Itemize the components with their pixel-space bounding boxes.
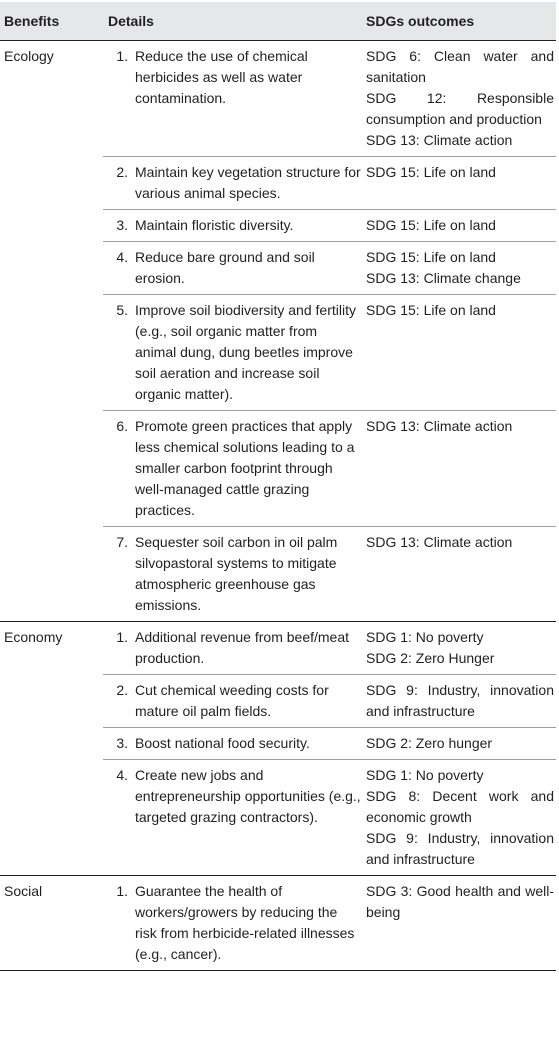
sdg-outcome: SDG 1: No poverty <box>366 767 484 783</box>
sdg-outcome: SDG 15: Life on land <box>366 217 496 233</box>
benefit-cell <box>0 295 103 411</box>
sdg-outcome: SDG 2: Zero hunger <box>366 735 493 751</box>
benefit-cell <box>0 675 103 728</box>
detail-cell <box>103 527 361 622</box>
sdg-cell <box>361 242 556 295</box>
sdg-outcome: SDG 2: Zero Hunger <box>366 650 495 666</box>
detail-number: 7. <box>116 534 128 550</box>
detail-text: Sequester soil carbon in oil palm silvopastoral systems to mitigate atmospheric greenhouse gas emissions. <box>135 534 338 613</box>
detail-number: 1. <box>116 48 128 64</box>
sdg-outcome: SDG 12: Responsible consumption and production <box>366 90 554 127</box>
benefit-cell <box>0 411 103 527</box>
sdg-cell <box>361 411 556 527</box>
detail-text: Reduce the use of chemical herbicides as well as water contamination. <box>135 48 308 106</box>
detail-text: Improve soil biodiversity and fertility (e.g., soil organic matter from animal dung, dung beetles improve soil aeration and increase soil organic matter). <box>135 302 356 402</box>
detail-text: Create new jobs and entrepreneurship opportunities (e.g., targeted grazing contractors). <box>135 767 361 825</box>
sdg-outcome: SDG 3: Good health and well-being <box>366 883 554 920</box>
table-row <box>0 622 556 675</box>
detail-item <box>103 416 361 521</box>
benefit-cell: Ecology <box>0 41 103 157</box>
detail-number: 2. <box>116 682 128 698</box>
table-row <box>0 41 556 157</box>
benefit-cell: Social <box>0 876 103 971</box>
sdg-outcome: SDG 15: Life on land <box>366 249 496 265</box>
detail-number: 3. <box>116 735 128 751</box>
table-row <box>0 675 556 728</box>
sdg-cell <box>361 675 556 728</box>
detail-item <box>103 215 361 236</box>
detail-cell <box>103 675 361 728</box>
detail-text: Reduce bare ground and soil erosion. <box>135 249 315 286</box>
sdg-cell <box>361 527 556 622</box>
sdg-cell <box>361 760 556 876</box>
detail-number: 6. <box>116 418 128 434</box>
sdg-outcome: SDG 1: No poverty <box>366 629 484 645</box>
detail-text: Promote green practices that apply less chemical solutions leading to a smaller carbon footprint through well-managed cattle grazing practices. <box>135 418 355 518</box>
detail-text: Cut chemical weeding costs for mature oil palm fields. <box>135 682 329 719</box>
detail-number: 4. <box>116 249 128 265</box>
detail-text: Maintain key vegetation structure for various animal species. <box>135 164 361 201</box>
sdg-outcome: SDG 15: Life on land <box>366 164 496 180</box>
header-sdgs: SDGs outcomes <box>366 13 475 29</box>
sdg-cell <box>361 295 556 411</box>
detail-number: 5. <box>116 302 128 318</box>
detail-item <box>103 162 361 204</box>
sdg-cell <box>361 41 556 157</box>
benefits-table <box>0 2 556 971</box>
table-row <box>0 295 556 411</box>
detail-number: 2. <box>116 164 128 180</box>
detail-item <box>103 532 361 616</box>
detail-item <box>103 300 361 405</box>
sdg-outcome: SDG 9: Industry, innovation and infrastructure <box>366 830 554 867</box>
sdg-cell <box>361 728 556 760</box>
detail-item <box>103 680 361 722</box>
benefit-cell <box>0 728 103 760</box>
benefit-cell <box>0 242 103 295</box>
detail-item <box>103 733 361 754</box>
sdg-outcome: SDG 13: Climate action <box>366 534 513 550</box>
benefit-cell: Economy <box>0 622 103 675</box>
sdg-cell <box>361 210 556 242</box>
detail-cell <box>103 242 361 295</box>
sdg-outcome: SDG 13: Climate action <box>366 132 513 148</box>
detail-text: Maintain floristic diversity. <box>135 217 294 233</box>
detail-cell <box>103 295 361 411</box>
table-row <box>0 728 556 760</box>
benefit-cell <box>0 157 103 210</box>
table-row <box>0 157 556 210</box>
benefit-cell <box>0 527 103 622</box>
sdg-cell <box>361 622 556 675</box>
sdg-outcome: SDG 6: Clean water and sanitation <box>366 48 554 85</box>
sdg-outcome: SDG 9: Industry, innovation and infrastructure <box>366 682 554 719</box>
detail-item <box>103 881 361 965</box>
header-benefits: Benefits <box>4 13 60 29</box>
benefit-cell <box>0 760 103 876</box>
table-row <box>0 210 556 242</box>
detail-cell <box>103 41 361 157</box>
table-row <box>0 876 556 971</box>
detail-text: Boost national food security. <box>135 735 310 751</box>
benefit-cell <box>0 210 103 242</box>
header-details: Details <box>108 13 154 29</box>
sdg-outcome: SDG 15: Life on land <box>366 302 496 318</box>
header-row <box>0 2 556 41</box>
detail-cell <box>103 728 361 760</box>
detail-cell <box>103 210 361 242</box>
table-page <box>0 2 559 1045</box>
table-row <box>0 527 556 622</box>
sdg-outcome: SDG 13: Climate change <box>366 270 521 286</box>
sdg-outcome: SDG 8: Decent work and economic growth <box>366 788 554 825</box>
table-row <box>0 242 556 295</box>
table-row <box>0 411 556 527</box>
detail-item <box>103 627 361 669</box>
detail-number: 1. <box>116 883 128 899</box>
detail-text: Additional revenue from beef/meat production. <box>135 629 350 666</box>
detail-number: 3. <box>116 217 128 233</box>
detail-item <box>103 46 361 109</box>
sdg-cell <box>361 157 556 210</box>
detail-item <box>103 765 361 828</box>
table-row <box>0 760 556 876</box>
detail-number: 4. <box>116 767 128 783</box>
detail-cell <box>103 622 361 675</box>
detail-cell <box>103 411 361 527</box>
table-body <box>0 41 556 971</box>
detail-cell <box>103 157 361 210</box>
sdg-cell <box>361 876 556 971</box>
sdg-outcome: SDG 13: Climate action <box>366 418 513 434</box>
detail-cell <box>103 876 361 971</box>
detail-item <box>103 247 361 289</box>
detail-number: 1. <box>116 629 128 645</box>
detail-text: Guarantee the health of workers/growers by reducing the risk from herbicide-related illnesses (e.g., cancer). <box>135 883 355 962</box>
detail-cell <box>103 760 361 876</box>
